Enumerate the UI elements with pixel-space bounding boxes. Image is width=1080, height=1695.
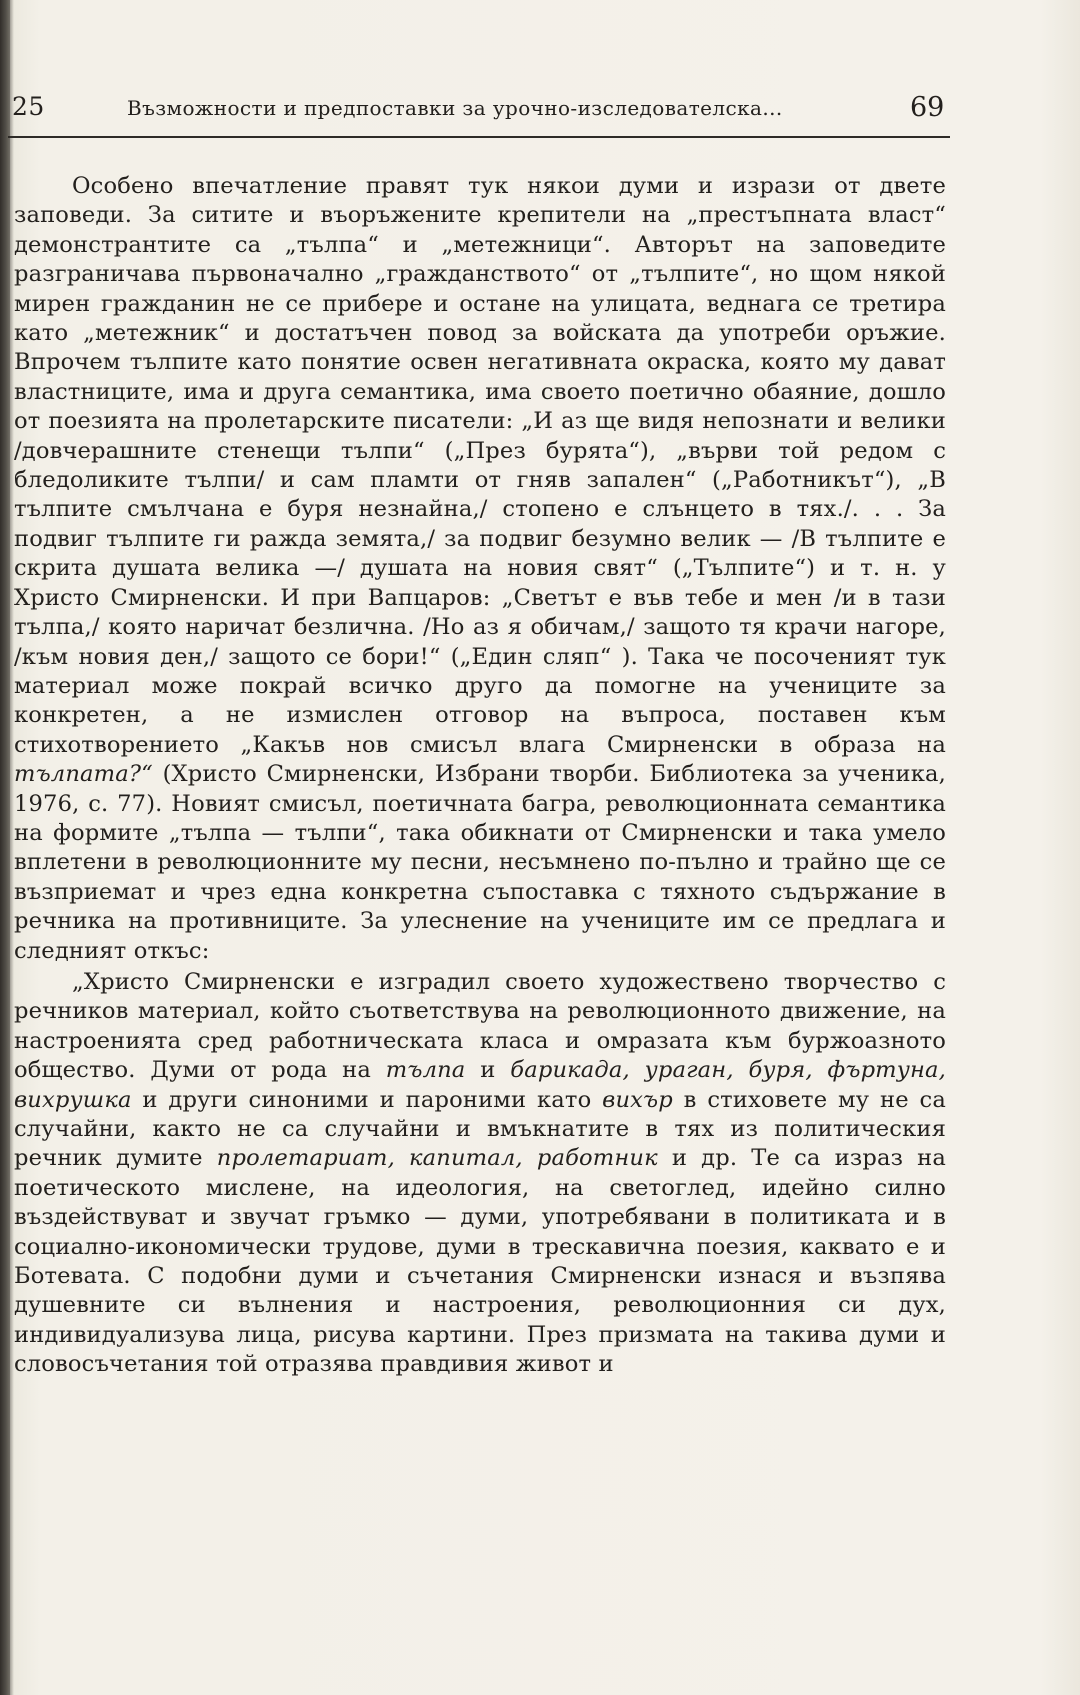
paragraph-2-text-3: и други синоними и пароними като — [142, 1086, 592, 1113]
paragraph-1 — [14, 172, 946, 966]
page-number: 69 — [910, 92, 945, 123]
paragraph-2 — [14, 968, 946, 1380]
paragraph-1-italic: тълпата?“ — [14, 761, 153, 788]
paragraph-2-text: „Христо Смирненски е изградил своето художествено творчество с речников материал, който съответствува на революционното движение, на настроенията сред работническата класа и омразата към буржоазното общество. Думи от рода на — [14, 968, 946, 1084]
running-header — [12, 92, 952, 132]
paragraph-2-text-2: и — [480, 1057, 496, 1084]
body-text — [14, 172, 946, 1380]
header-rule — [8, 136, 950, 138]
header-left-number: 25 — [12, 92, 45, 121]
running-title: Възможности и предпоставки за урочно-изследователска... — [127, 96, 783, 120]
paragraph-2-text-4: в стиховете му не са случайни, както не са случайни и вмъкнатите в тях из политическия речник думите — [14, 1086, 946, 1172]
paragraph-2-italic-3: вихър — [602, 1086, 673, 1113]
paragraph-2-italic-1: тълпа — [385, 1057, 466, 1084]
paragraph-2-italic-4: пролетариат, капитал, работник — [216, 1145, 658, 1172]
paragraph-2-text-5: и др. Те са израз на поетическото мислене, на идеология, на светоглед, идейно силно въздействуват и звучат гръмко — думи, употребявани в политиката и в социално-икономически трудове, думи в трескавична поезия, каквато е и Ботевата. С подобни думи и съчетания Смирненски изнася и възпява душевните си вълнения и настроения, революционния си дух, индивидуализува лица, рисува картини. През призмата на такива думи и словосъчетания той отразява правдивия живот и — [14, 1145, 946, 1378]
paragraph-1-text: Особено впечатление правят тук някои думи и изрази от двете заповеди. За ситите и въоръжените крепители на „престъпната власт“ демонстрантите са „тълпа“ и „метежници“. Авторът на заповедите разграничава първоначално „гражданството“ от „тълпите“, но щом някой мирен гражданин не се прибере и остане на улицата, веднага се третира като „метежник“ и достатъчен повод за войската да употреби оръжие. Впрочем тълпите като понятие освен негативната окраска, която му дават властниците, има и друга семантика, има своето поетично обаяние, дошло от поезията на пролетарските писатели: „И аз ще видя непознати и велики /довчерашните стенещи тълпи“ („През бурята“), „върви той редом с бледоликите тълпи/ и сам пламти от гняв запален“ („Работникът“), „В тълпите смълчана е буря незнайна,/ стопено е слънцето в тях./. . . За подвиг тълпите ги ражда земята,/ за подвиг безумно велик — /В тълпите е скрита душата велика —/ душата на новия свят“ („Тълпите“) и т. н. у Христо Смирненски. И при Вапцаров: „Светът е във тебе и мен /и в тази тълпа,/ която наричат безлична. /Но аз я обичам,/ защото тя крачи нагоре, /към новия ден,/ защото се бори!“ („Един сляп“ ). Така че посоченият тук материал може покрай всичко друго да помогне на учениците за конкретен, а не измислен отговор на въпроса, поставен към стихотворението „Какъв нов смисъл влага Смирненски в образа на — [14, 173, 946, 758]
paragraph-1-text-cont: (Христо Смирненски, Избрани творби. Библиотека за ученика, 1976, с. 77). Новият смисъл, поетичната багра, революционната семантика на формите „тълпа — тълпи“, така обикнати от Смирненски и така умело вплетени в революционните му песни, несъмнено по-пълно и трайно ще се възприемат и чрез една конкретна съпоставка с тяхното съдържание в речника на противниците. За улеснение на учениците им се предлага и следният откъс: — [14, 761, 946, 964]
binding-gutter — [0, 0, 10, 1695]
paragraph-2-italic-2: барикада, ураган, буря, фъртуна, вихрушка — [14, 1057, 946, 1113]
